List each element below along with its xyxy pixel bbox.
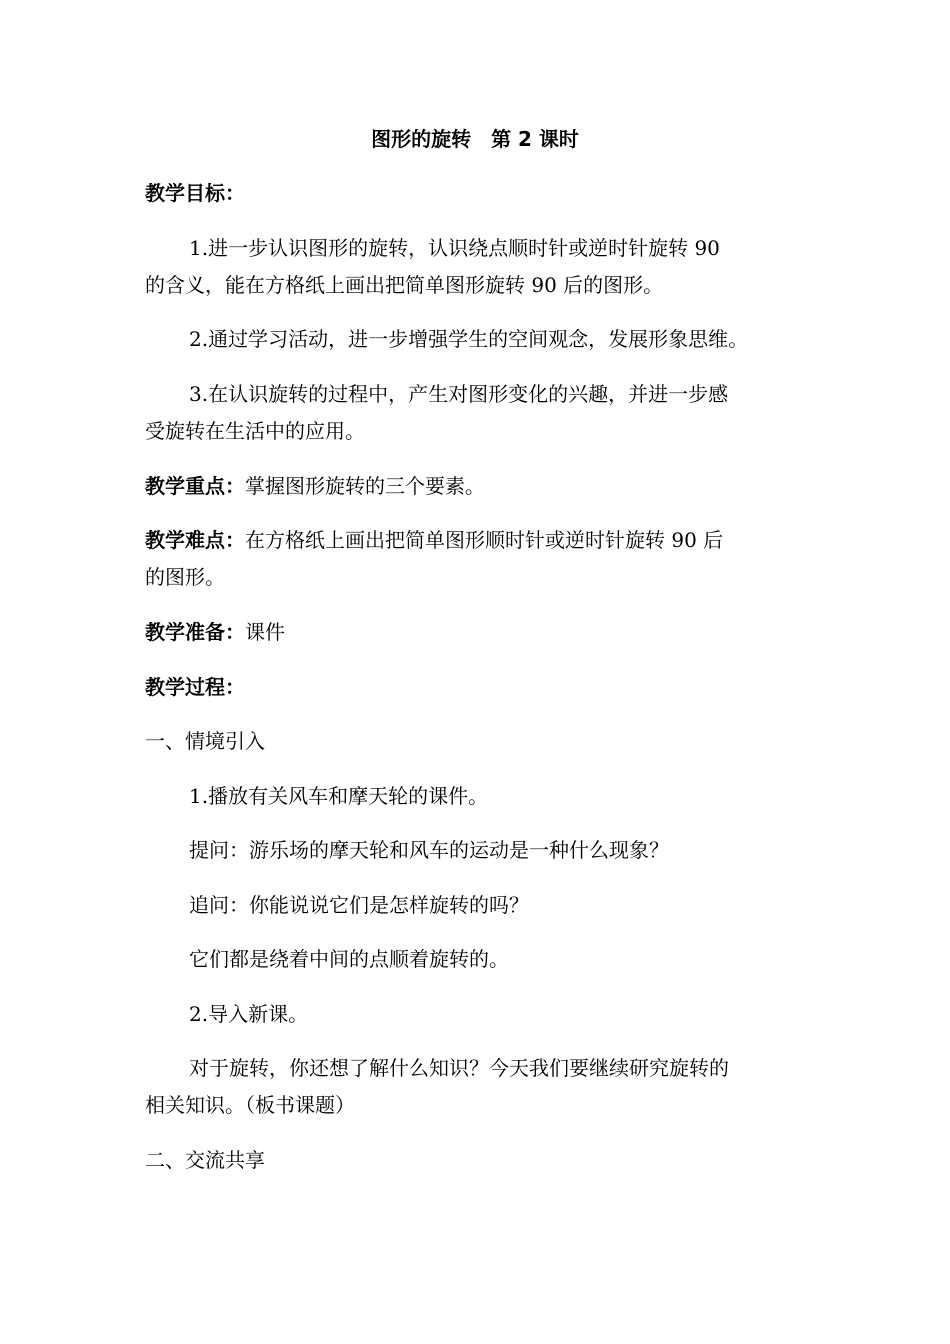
objectives-heading: 教学目标： bbox=[145, 181, 245, 205]
objective-3-line-1: 3.在认识旋转的过程中，产生对图形变化的兴趣，并进一步感 bbox=[189, 382, 729, 406]
section-2-title: 二、交流共享 bbox=[145, 1148, 265, 1172]
difficulty-heading: 教学难点： bbox=[145, 528, 245, 552]
key-point-text: 掌握图形旋转的三个要素。 bbox=[245, 474, 485, 498]
difficulty-paragraph bbox=[145, 527, 723, 553]
process-heading: 教学过程： bbox=[145, 675, 245, 699]
difficulty-text-line-1: 在方格纸上画出把简单图形顺时针或逆时针旋转 90 后 bbox=[245, 528, 724, 552]
section-1-paragraph-4: 它们都是绕着中间的点顺着旋转的。 bbox=[189, 947, 509, 971]
section-1-paragraph-5: 2.导入新课。 bbox=[189, 1002, 309, 1026]
preparation-heading: 教学准备： bbox=[145, 620, 245, 644]
objective-1-line-1: 1.进一步认识图形的旋转，认识绕点顺时针或逆时针旋转 90 bbox=[189, 236, 720, 260]
section-1-paragraph-6-line-1: 对于旋转，你还想了解什么知识？今天我们要继续研究旋转的 bbox=[189, 1056, 729, 1080]
objective-3-line-2: 受旋转在生活中的应用。 bbox=[145, 419, 365, 443]
section-1-paragraph-6-line-2: 相关知识。（板书课题） bbox=[145, 1093, 355, 1117]
objective-1-line-2: 的含义，能在方格纸上画出把简单图形旋转 90 后的图形。 bbox=[145, 273, 664, 297]
section-1-paragraph-3: 追问：你能说说它们是怎样旋转的吗？ bbox=[189, 893, 529, 917]
section-1-paragraph-1: 1.播放有关风车和摩天轮的课件。 bbox=[189, 784, 489, 808]
preparation-text: 课件 bbox=[245, 620, 285, 644]
page-title: 图形的旋转 第 2 课时 bbox=[371, 127, 579, 151]
preparation-paragraph bbox=[145, 619, 285, 645]
objective-2: 2.通过学习活动，进一步增强学生的空间观念，发展形象思维。 bbox=[189, 327, 749, 351]
key-point-paragraph bbox=[145, 473, 485, 499]
key-point-heading: 教学重点： bbox=[145, 474, 245, 498]
difficulty-text-line-2: 的图形。 bbox=[145, 565, 225, 589]
section-1-title: 一、情境引入 bbox=[145, 729, 265, 753]
section-1-paragraph-2: 提问：游乐场的摩天轮和风车的运动是一种什么现象？ bbox=[189, 838, 669, 862]
